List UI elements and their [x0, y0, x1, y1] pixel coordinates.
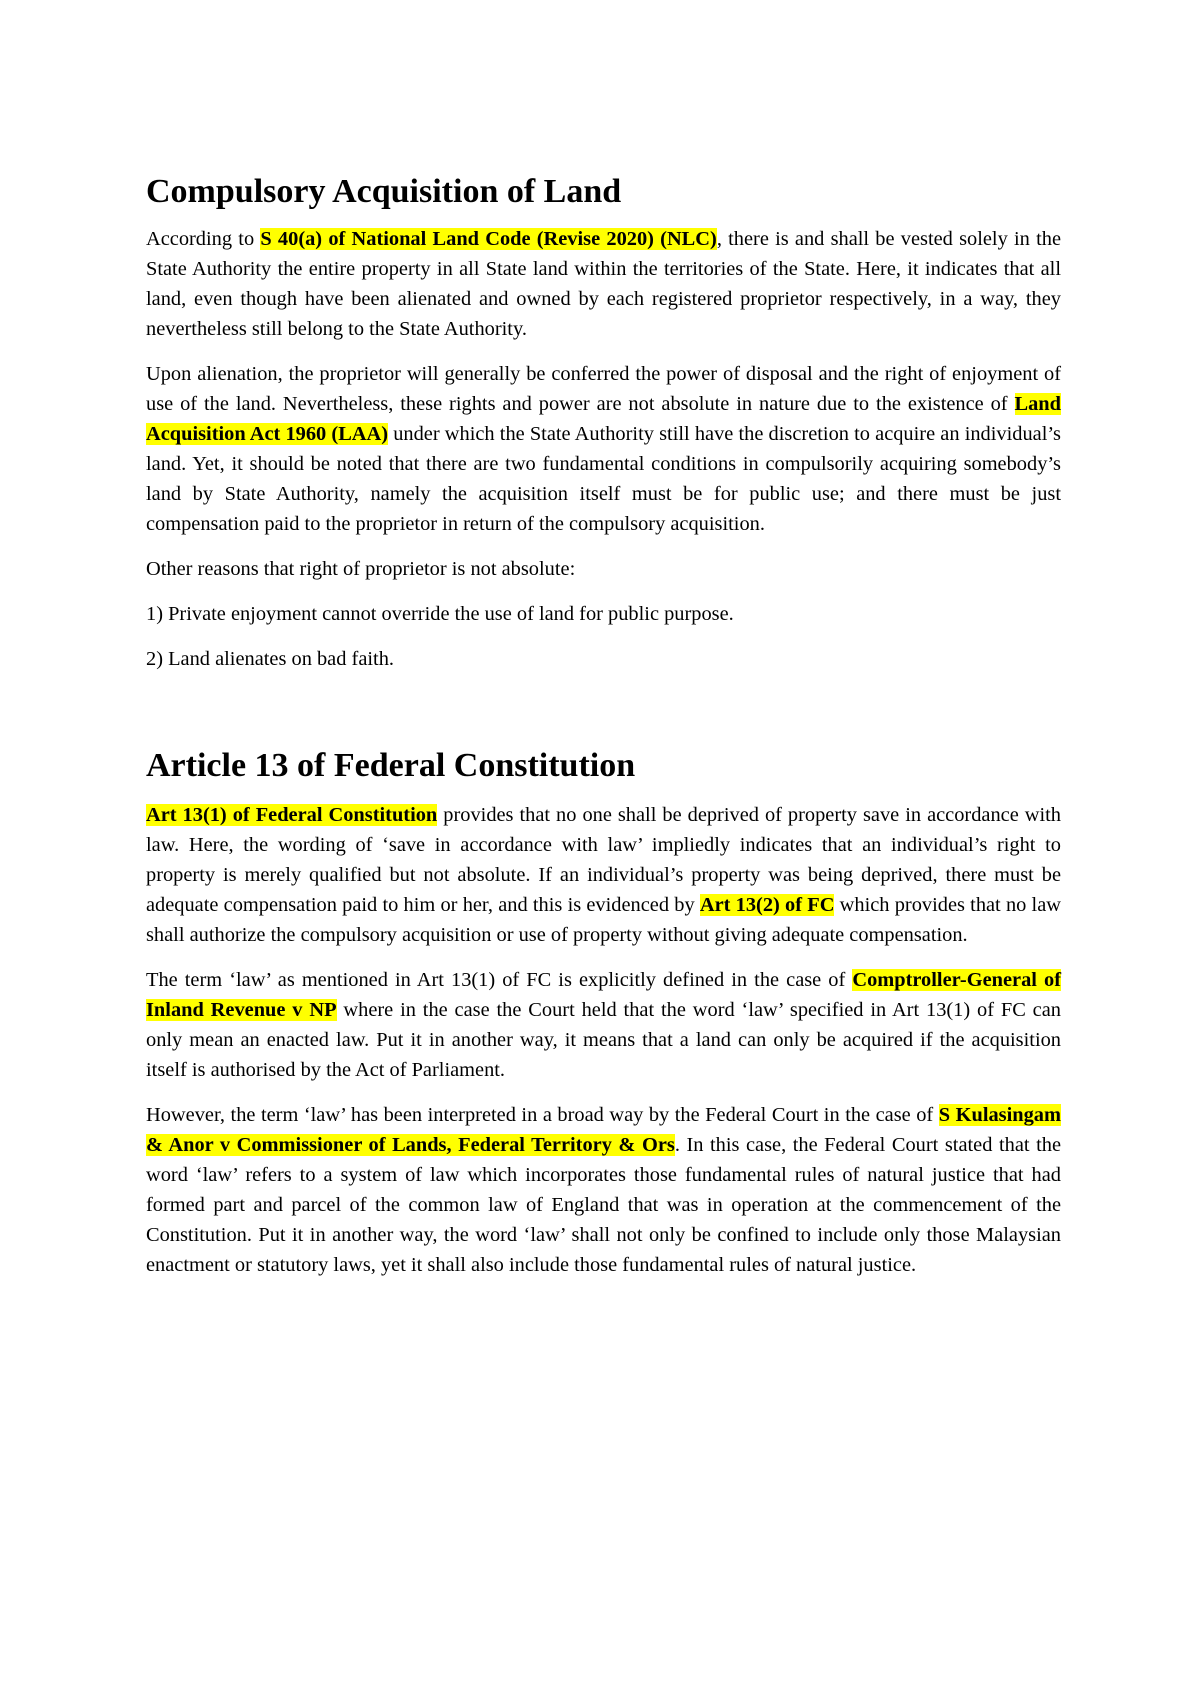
paragraph-art-13-1 [146, 800, 1061, 950]
paragraph-term-law [146, 965, 1061, 1085]
paragraph-upon-alienation [146, 359, 1061, 539]
list-item-reason-2: 2) Land alienates on bad faith. [146, 648, 394, 670]
text-run: where in the case the Court held that the word ‘law’ specified in Art 13(1) of FC can only mean an enacted law. Put it in another way, it means that a land can only be acquired if the acquisition itself is authorised by the Act of Parliament. [146, 999, 1061, 1081]
text-run: The term ‘law’ as mentioned in Art 13(1) of FC is explicitly defined in the case of [146, 969, 853, 991]
text-run: under which the State Authority still have the discretion to acquire an individual’s land. Yet, it should be noted that there are two fundamental conditions in compulsorily acquiring somebody’s land by State Authority, namely the acquisition itself must be for public use; and there must be just compensation paid to the proprietor in return of the compulsory acquisition. [146, 423, 1061, 535]
text-run: According to [146, 228, 261, 250]
text-run: However, the term ‘law’ has been interpreted in a broad way by the Federal Court in the case of [146, 1104, 939, 1126]
section-heading-compulsory-acquisition: Compulsory Acquisition of Land [146, 173, 622, 210]
highlight-statute-reference: Art 13(1) of Federal Constitution [146, 804, 438, 826]
highlight-case-reference: Comptroller-General of Inland Revenue v NP [146, 969, 1061, 1021]
text-run: . In this case, the Federal Court stated that the word ‘law’ refers to a system of law which incorporates those fundamental rules of natural justice that had formed part and parcel of the common law of England that was in operation at the commencement of the Constitution. Put it in another way, the word ‘law’ shall not only be confined to include only those Malaysian enactment or statutory laws, yet it shall also include those fundamental rules of natural justice. [146, 1134, 1061, 1276]
text-run: provides that no one shall be deprived of property save in accordance with law. Here, the wording of ‘save in accordance with law’ impliedly indicates that an individual’s right to property is merely qualified but not absolute. If an individual’s property was being deprived, there must be adequate compensation paid to him or her, and this is evidenced by [146, 804, 1061, 916]
highlight-case-reference: S Kulasingam & Anor v Commissioner of Lands, Federal Territory & Ors [146, 1104, 1061, 1156]
text-run: Upon alienation, the proprietor will generally be conferred the power of disposal and the right of enjoyment of use of the land. Nevertheless, these rights and power are not absolute in nature due to the existence of [146, 363, 1061, 415]
list-item-reason-1: 1) Private enjoyment cannot override the use of land for public purpose. [146, 603, 734, 625]
text-run: , there is and shall be vested solely in the State Authority the entire property in all State land within the territories of the State. Here, it indicates that all land, even though have been alienated and owned by each registered proprietor respectively, in a way, they nevertheless still belong to the State Authority. [146, 228, 1062, 340]
paragraph-broad-interpretation [146, 1100, 1061, 1280]
text-run: which provides that no law shall authorize the compulsory acquisition or use of property without giving adequate compensation. [146, 894, 1061, 946]
section-heading-article-13: Article 13 of Federal Constitution [146, 747, 636, 784]
highlight-statute-reference: Land Acquisition Act 1960 (LAA) [146, 393, 1061, 445]
paragraph-s40-nlc [146, 224, 1061, 344]
document-page [146, 150, 1061, 1295]
paragraph-other-reasons: Other reasons that right of proprietor is not absolute: [146, 558, 576, 580]
highlight-statute-reference: S 40(a) of National Land Code (Revise 2020) (NLC) [260, 228, 717, 250]
highlight-statute-reference: Art 13(2) of FC [699, 894, 835, 916]
